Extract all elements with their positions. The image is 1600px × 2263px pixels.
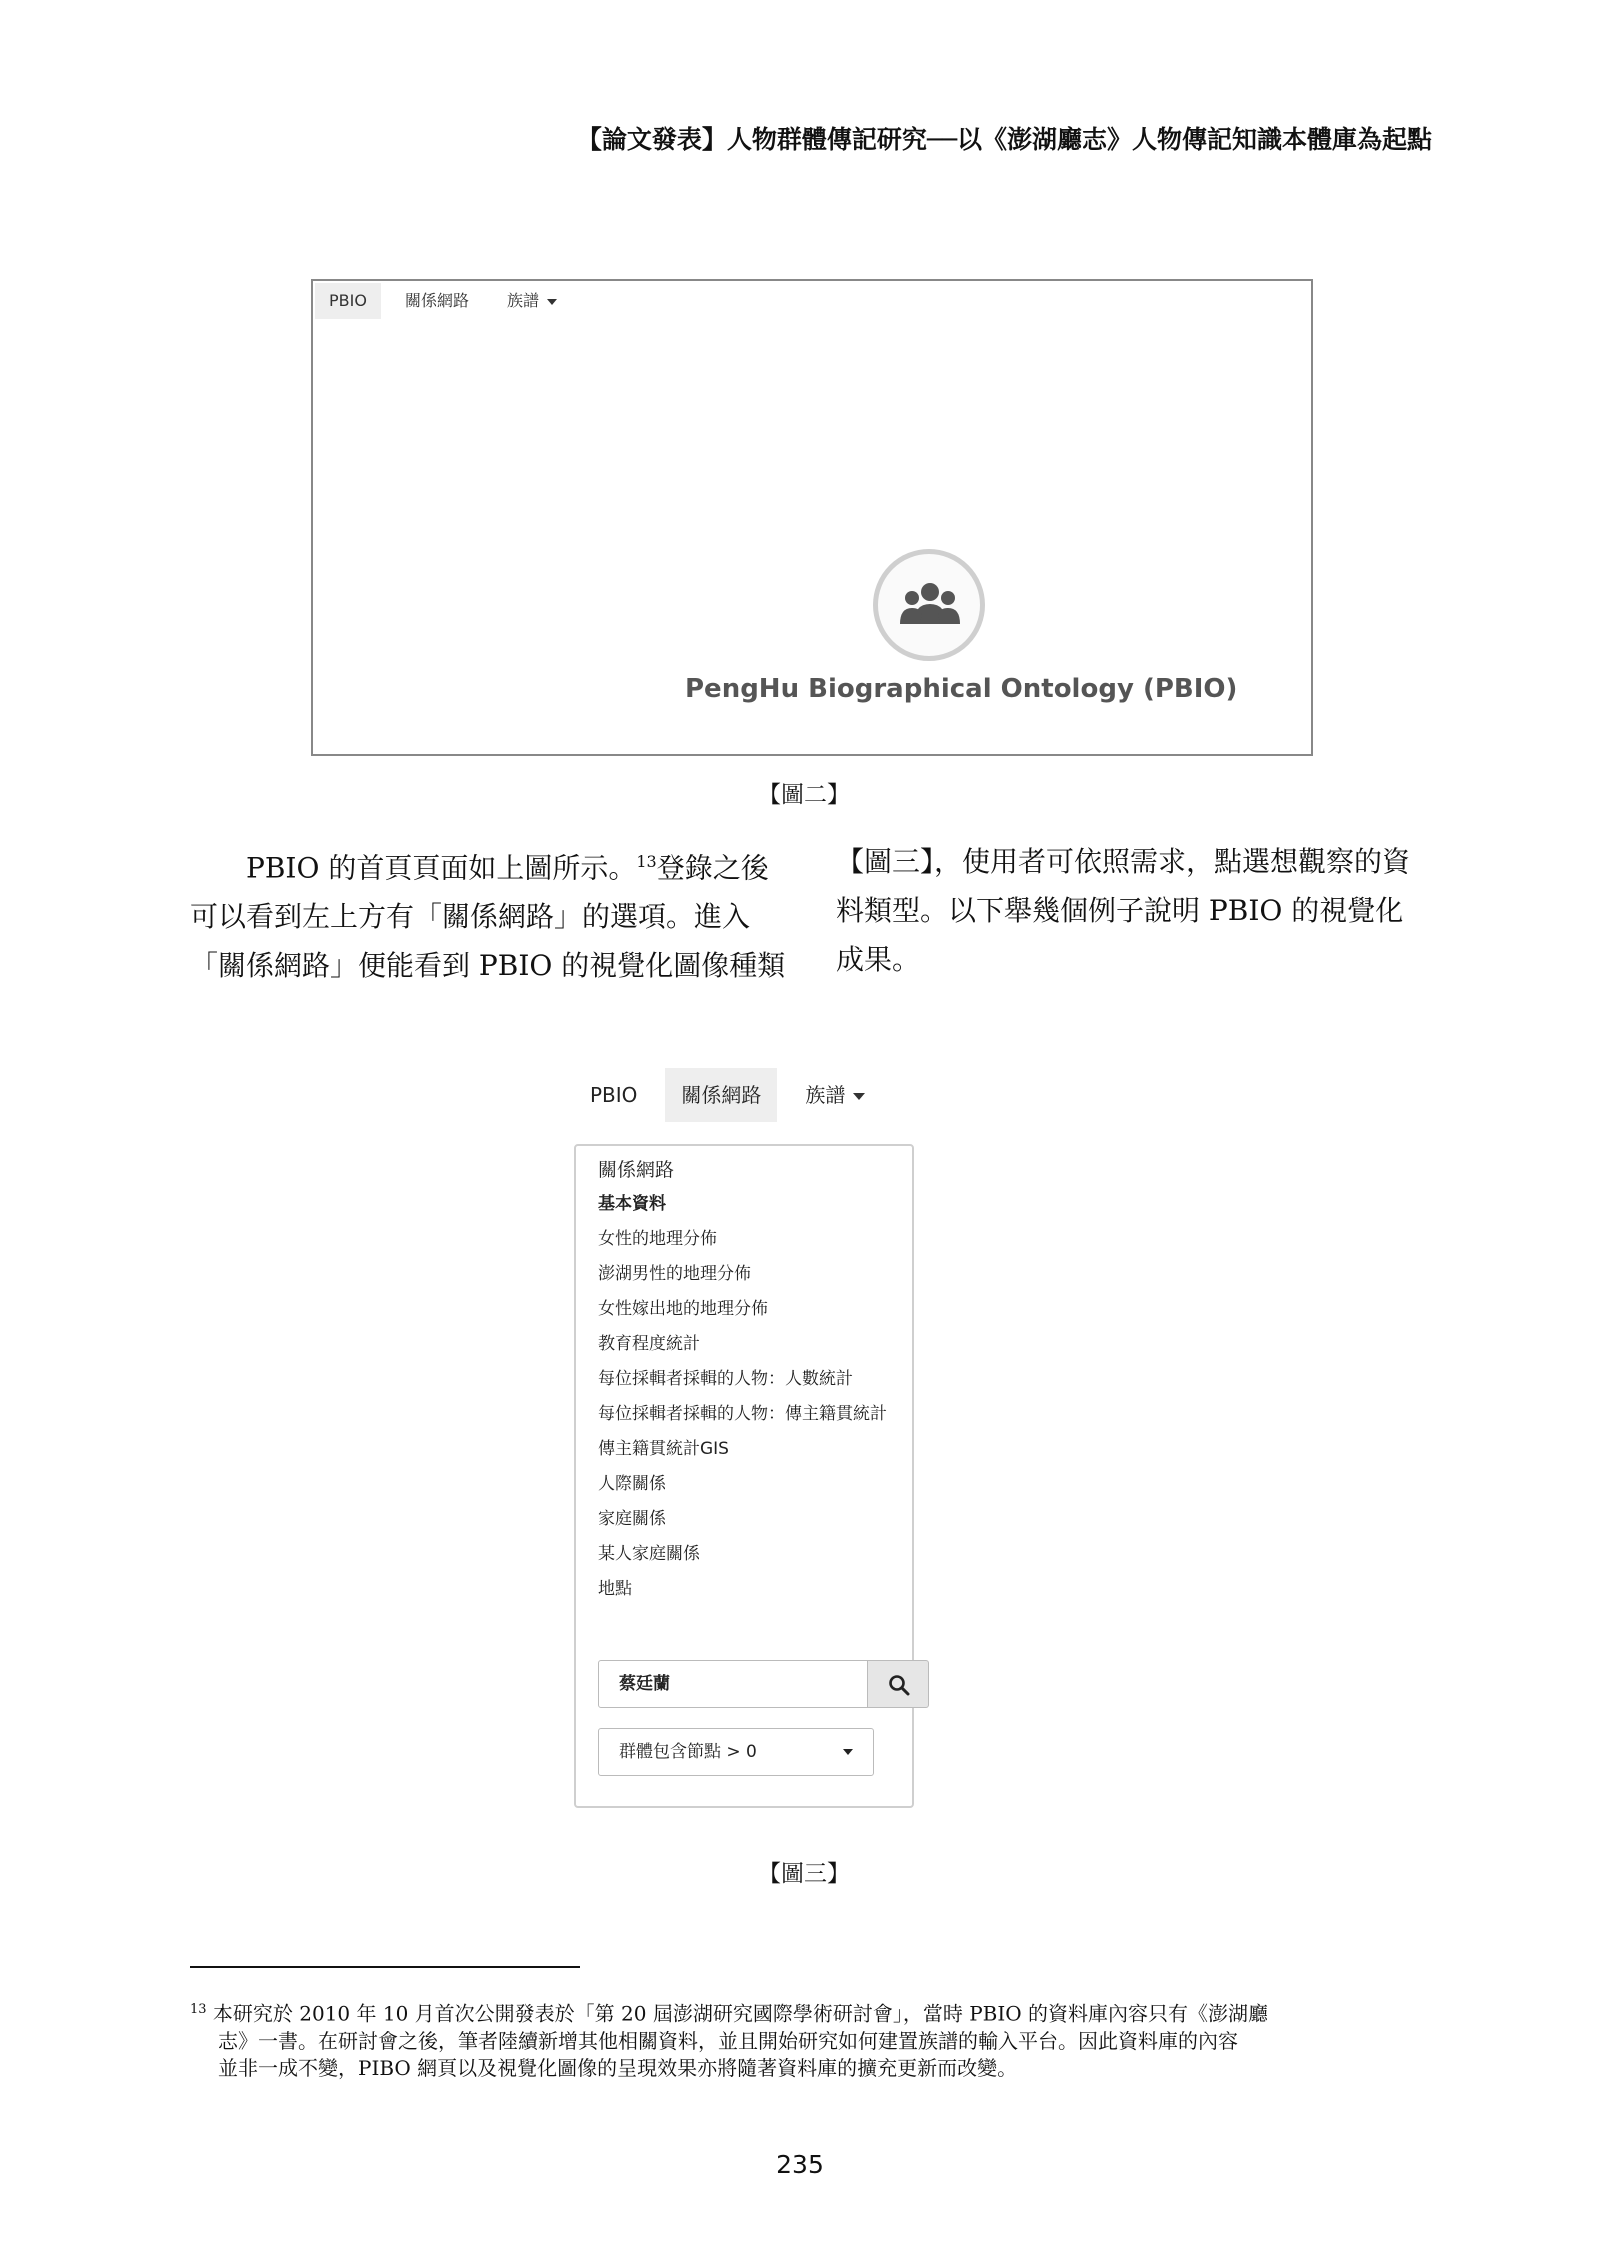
menu-item[interactable]: 女性的地理分佈 xyxy=(598,1229,717,1249)
para-left-line-1-tail: 登錄之後 xyxy=(656,851,769,885)
caret-down-icon xyxy=(853,1093,865,1100)
group-icon xyxy=(900,580,960,630)
menu-item[interactable]: 傳主籍貫統計GIS xyxy=(598,1439,729,1459)
menu-item[interactable]: 家庭關係 xyxy=(598,1509,666,1529)
para-right-line-3: 成果。 xyxy=(836,943,921,976)
paragraph-left xyxy=(190,837,790,990)
menu-item[interactable]: 教育程度統計 xyxy=(598,1334,700,1354)
nav-pbio[interactable]: PBIO xyxy=(315,283,381,319)
menu-item[interactable]: 地點 xyxy=(598,1579,632,1599)
dropdown-menu xyxy=(598,1160,888,1614)
nav-pbio[interactable]: PBIO xyxy=(590,1083,638,1107)
menu-item[interactable]: 女性嫁出地的地理分佈 xyxy=(598,1299,768,1319)
person-search xyxy=(598,1660,928,1708)
figure-2-caption: 【圖二】 xyxy=(758,782,850,808)
para-left-line-1: PBIO 的首頁頁面如上圖所示。 xyxy=(246,851,637,885)
group-node-filter-select[interactable] xyxy=(598,1728,874,1776)
footnote-rule xyxy=(190,1966,580,1968)
footnote-number: 13 xyxy=(190,2002,207,2017)
menu-item[interactable]: 每位採輯者採輯的人物：傳主籍貫統計 xyxy=(598,1404,887,1424)
site-title: PengHu Biographical Ontology (PBIO) xyxy=(685,674,1238,704)
para-right-line-2: 料類型。以下舉幾個例子說明 PBIO 的視覺化 xyxy=(836,894,1404,927)
running-header: 【論文發表】人物群體傳記研究──以《澎湖廳志》人物傳記知識本體庫為起點 xyxy=(576,125,1432,154)
menu-item[interactable]: 某人家庭關係 xyxy=(598,1544,700,1564)
menu-item-basic-info[interactable]: 基本資料 xyxy=(598,1194,666,1214)
para-left-line-2: 可以看到左上方有「關係網路」的選項。進入 xyxy=(190,900,751,934)
para-left-line-3: 「關係網路」便能看到 PBIO 的視覺化圖像種類 xyxy=(190,949,786,983)
navbar xyxy=(574,1068,893,1122)
page-number: 235 xyxy=(776,2150,824,2179)
para-right-line-1: 【圖三】，使用者可依照需求，點選想觀察的資 xyxy=(836,845,1411,878)
menu-item[interactable]: 澎湖男性的地理分佈 xyxy=(598,1264,751,1284)
search-button[interactable] xyxy=(867,1660,929,1708)
footnote-line-2: 志》一書。在研討會之後，筆者陸續新增其他相關資料，並且開始研究如何建置族譜的輸入平台。因此資料庫的內容 xyxy=(218,2028,1238,2053)
navbar xyxy=(315,283,581,319)
nav-genealogy-label: 族譜 xyxy=(805,1083,846,1107)
chevron-down-icon xyxy=(843,1749,853,1755)
select-value: 群體包含節點 > 0 xyxy=(619,1742,757,1762)
search-input[interactable]: 蔡廷蘭 xyxy=(598,1660,868,1708)
figure-2-homepage-screenshot xyxy=(311,279,1313,756)
nav-genealogy[interactable] xyxy=(789,1068,881,1122)
menu-item[interactable]: 人際關係 xyxy=(598,1474,666,1494)
nav-relationship-network[interactable]: 關係網路 xyxy=(665,1068,777,1122)
nav-relationship-network[interactable]: 關係網路 xyxy=(404,291,469,310)
figure-3-menu-screenshot xyxy=(574,1068,934,1828)
relationship-network-dropdown xyxy=(574,1144,914,1808)
figure-3-caption: 【圖三】 xyxy=(758,1861,850,1887)
search-icon xyxy=(888,1674,910,1696)
menu-header: 關係網路 xyxy=(598,1159,675,1181)
menu-item[interactable]: 每位採輯者採輯的人物：人數統計 xyxy=(598,1369,853,1389)
caret-down-icon xyxy=(547,299,557,305)
nav-genealogy[interactable] xyxy=(493,283,571,319)
footnote-ref: 13 xyxy=(636,852,657,871)
footnote-line-3: 並非一成不變，PIBO 網頁以及視覺化圖像的呈現效果亦將隨著資料庫的擴充更新而改變。 xyxy=(218,2055,1018,2080)
group-logo xyxy=(873,549,985,661)
footnote xyxy=(190,1996,1440,2082)
footnote-line-1: 本研究於 2010 年 10 月首次公開發表於「第 20 屆澎湖研究國際學術研討會」，當時 PBIO 的資料庫內容只有《澎湖廳 xyxy=(212,2001,1269,2026)
paragraph-right xyxy=(836,837,1436,984)
nav-genealogy-label: 族譜 xyxy=(506,291,539,310)
